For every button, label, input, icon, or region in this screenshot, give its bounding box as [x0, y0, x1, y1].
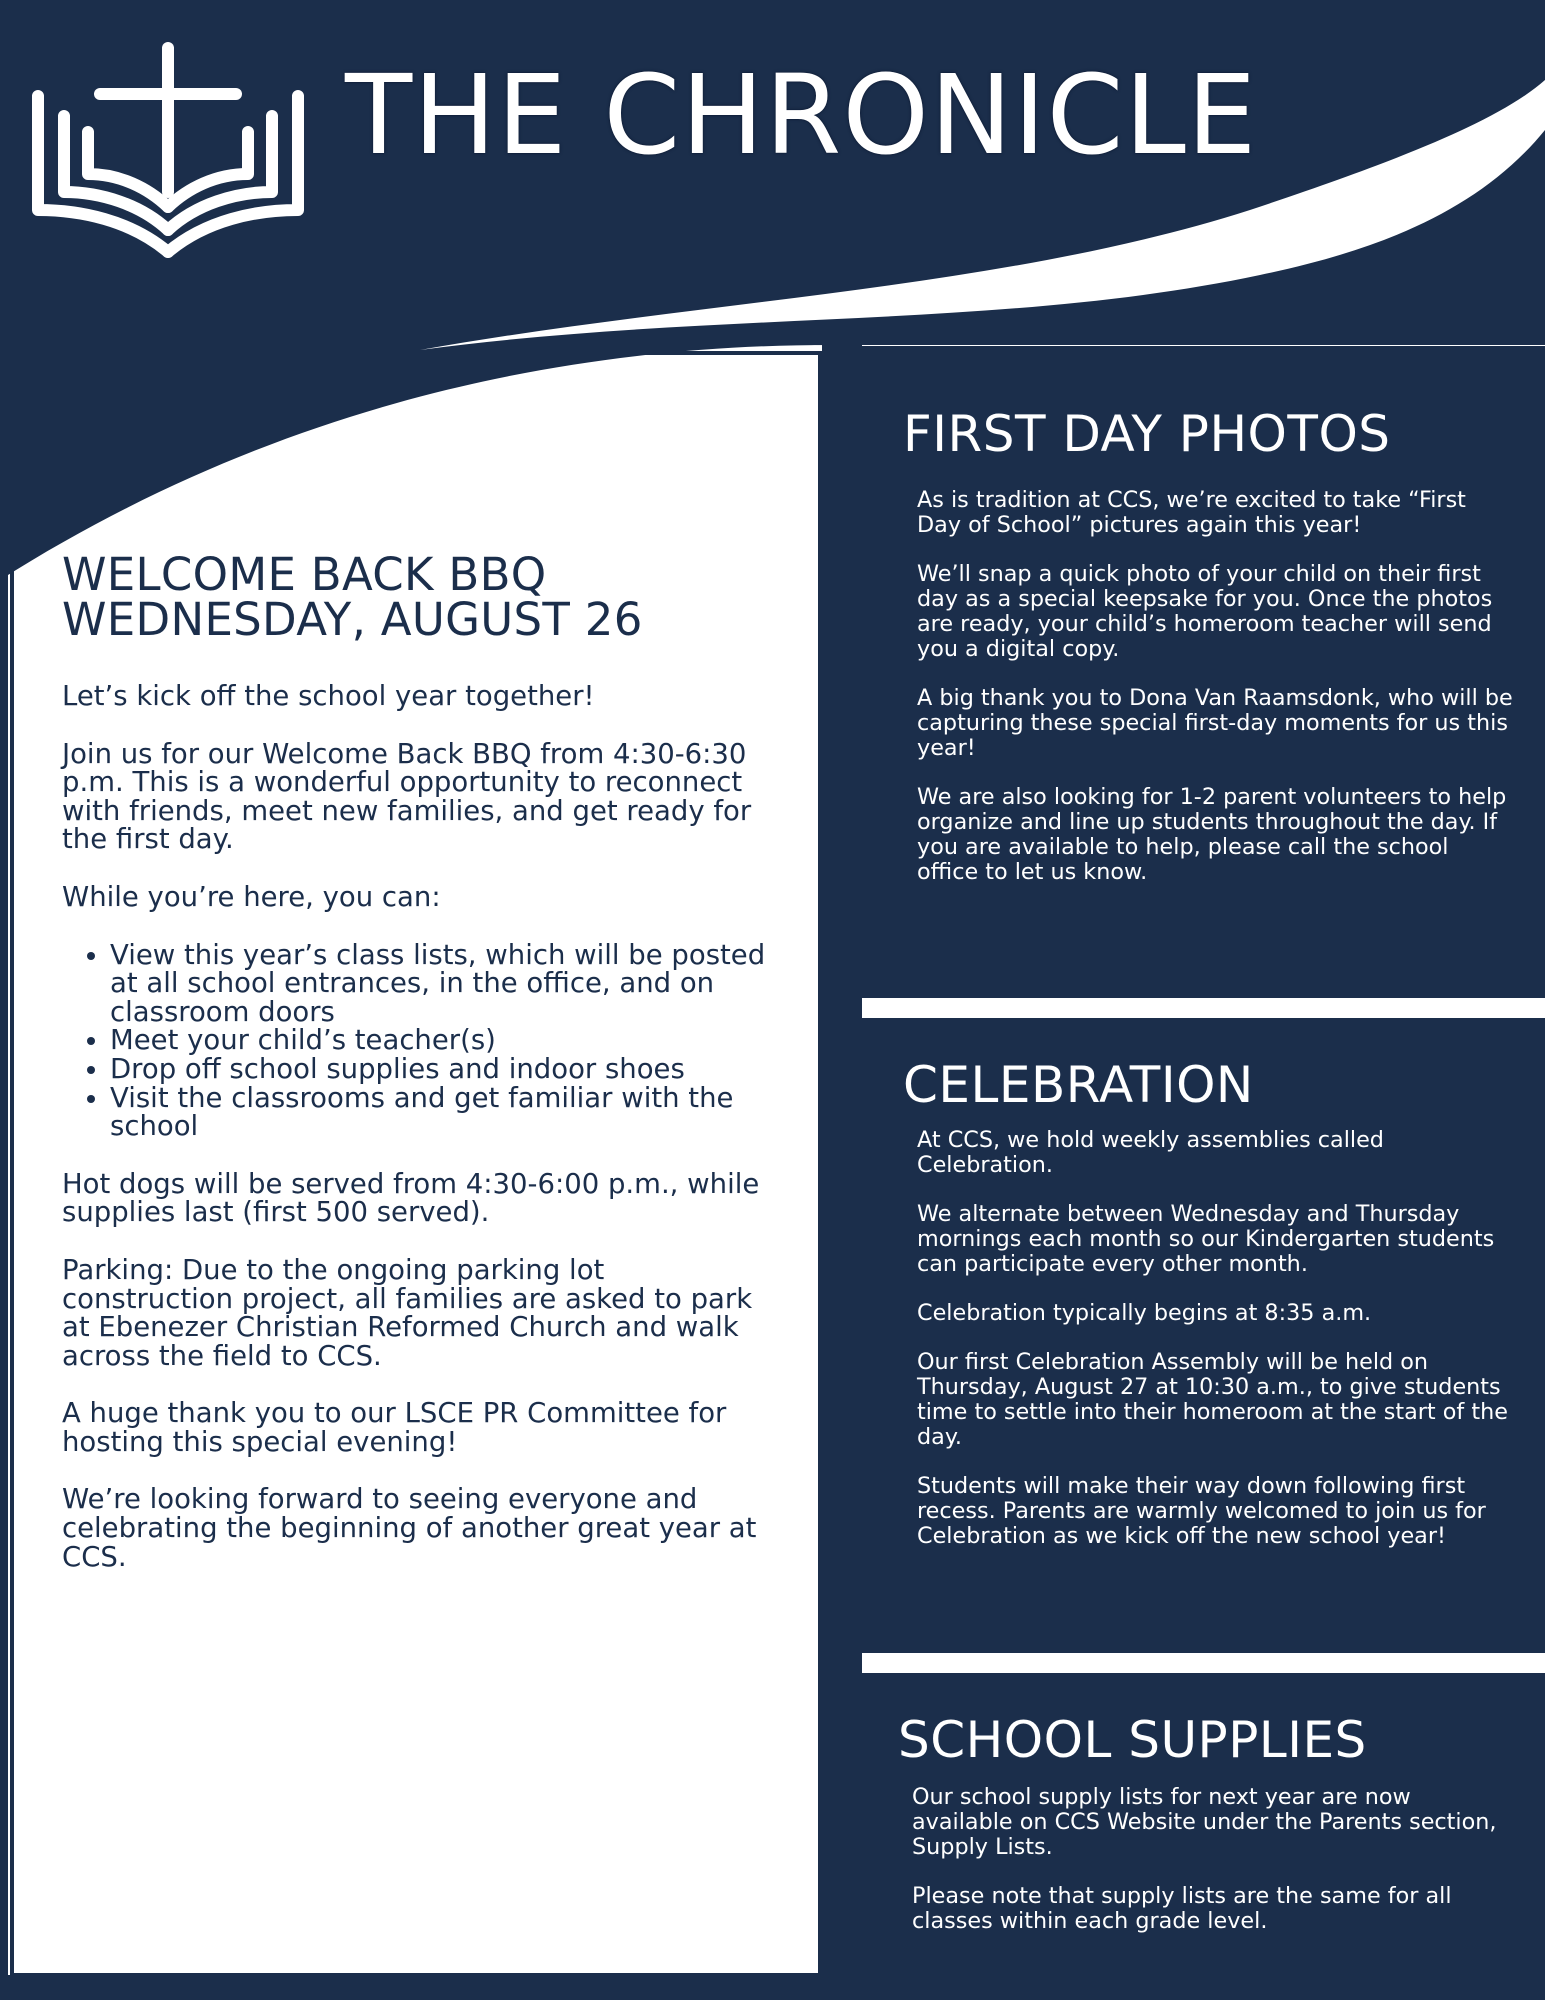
panel-paragraph: We are also looking for 1-2 parent volunteers to help organize and line up students throughout the day. If you are available to help, please call the school office to let us know.	[917, 783, 1507, 885]
panel-paragraph: Please note that supply lists are the same for all classes within each grade level.	[912, 1882, 1452, 1934]
first-day-photos-panel	[862, 346, 1545, 998]
celebration-panel	[862, 1018, 1545, 1653]
panel-paragraph: Celebration typically begins at 8:35 a.m.	[917, 1299, 1372, 1326]
welcome-paragraph: A huge thank you to our LSCE PR Committee for hosting this special evening!	[62, 1397, 727, 1458]
cross-over-open-book-icon	[30, 42, 306, 264]
school-supplies-title: SCHOOL SUPPLIES	[898, 1711, 1367, 1769]
panel-paragraph: Our school supply lists for next year are now available on CCS Website under the Parents section, Supply Lists.	[912, 1784, 1497, 1860]
welcome-bbq-title-line1: WELCOME BACK BBQ	[62, 548, 547, 601]
newsletter-title: THE CHRONICLE	[345, 51, 1258, 179]
panel-paragraph: Our first Celebration Assembly will be held on Thursday, August 27 at 10:30 a.m., to give students time to settle into their homeroom at the start of the day.	[917, 1348, 1508, 1450]
welcome-paragraph: We’re looking forward to seeing everyone and celebrating the beginning of another great year at CCS.	[62, 1483, 757, 1573]
list-item: • View this year’s class lists, which will be posted at all school entrances, in the office, and on classroom doors	[110, 941, 782, 1027]
school-supplies-body	[912, 1785, 1512, 1958]
left-article-frame-right	[822, 350, 830, 2000]
celebration-body	[917, 1128, 1515, 1573]
welcome-bbq-article	[62, 548, 782, 1600]
first-day-photos-body	[917, 488, 1515, 909]
welcome-paragraph: Let’s kick off the school year together!	[62, 680, 595, 712]
welcome-paragraph: Join us for our Welcome Back BBQ from 4:30-6:30 p.m. This is a wonderful opportunity to reconnect with friends, meet new families, and get ready for the first day.	[62, 737, 752, 856]
list-item: • Meet your child’s teacher(s)	[110, 1026, 782, 1055]
celebration-title: CELEBRATION	[903, 1056, 1254, 1114]
panel-paragraph: At CCS, we hold weekly assemblies called Celebration.	[917, 1127, 1384, 1178]
panel-paragraph: We’ll snap a quick photo of your child on their first day as a special keepsake for you. Once the photos are ready, your child’s homeroom teacher will send you a digital copy.	[917, 560, 1493, 662]
welcome-bbq-title-line2: WEDNESDAY, AUGUST 26	[62, 593, 643, 646]
panel-paragraph: Students will make their way down following first recess. Parents are warmly welcomed to join us for Celebration as we kick off the new school year!	[917, 1472, 1486, 1549]
welcome-bbq-title	[62, 548, 782, 646]
welcome-paragraph: Parking: Due to the ongoing parking lot construction project, all families are asked to park at Ebenezer Christian Reformed Church and walk across the field to CCS.	[62, 1253, 753, 1372]
welcome-paragraph: While you’re here, you can:	[62, 880, 441, 913]
welcome-activities-list	[62, 938, 782, 1143]
left-article-frame-outer	[0, 1975, 830, 2000]
list-item: • Visit the classrooms and get familiar with the school	[110, 1084, 782, 1141]
school-supplies-panel	[862, 1673, 1545, 2000]
panel-paragraph: A big thank you to Dona Van Raamsdonk, who will be capturing these special first-day moments for us this year!	[917, 684, 1513, 761]
panel-paragraph: As is tradition at CCS, we’re excited to take “First Day of School” pictures again this year!	[917, 487, 1466, 538]
left-article-frame-left	[0, 560, 8, 2000]
panel-paragraph: We alternate between Wednesday and Thursday mornings each month so our Kindergarten students can participate every other month.	[917, 1200, 1495, 1277]
first-day-photos-title: FIRST DAY PHOTOS	[903, 405, 1391, 463]
welcome-paragraph: Hot dogs will be served from 4:30-6:00 p.m., while supplies last (first 500 served).	[62, 1167, 760, 1229]
list-item: • Drop off school supplies and indoor shoes	[110, 1055, 782, 1084]
